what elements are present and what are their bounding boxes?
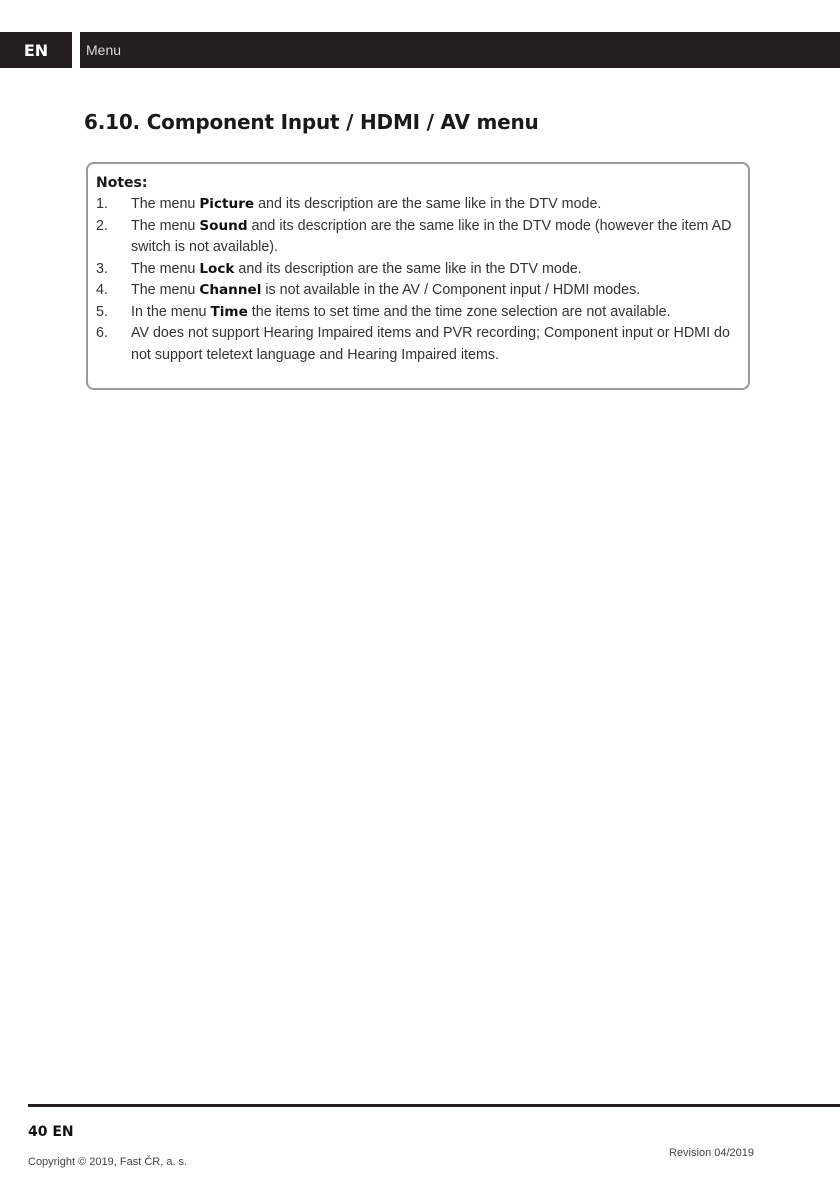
note-text: and its description are the same like in the DTV mode (however the item AD switch is not available). bbox=[131, 217, 732, 255]
note-item bbox=[96, 280, 738, 302]
note-text: The menu bbox=[131, 282, 200, 298]
note-menu-name: Channel bbox=[199, 282, 262, 298]
note-number: 4. bbox=[96, 282, 108, 298]
note-text: The menu bbox=[131, 196, 200, 212]
note-menu-name: Picture bbox=[199, 196, 255, 212]
note-item bbox=[96, 302, 738, 324]
note-item bbox=[96, 216, 738, 259]
copyright-text: Copyright © 2019, Fast ČR, a. s. bbox=[28, 1156, 188, 1168]
note-text: The menu bbox=[131, 217, 200, 234]
note-menu-name: Time bbox=[210, 303, 248, 320]
footer-rule bbox=[28, 1104, 840, 1107]
note-text: In the menu bbox=[131, 303, 211, 320]
page-number: 40 EN bbox=[28, 1124, 74, 1140]
note-number: 2. bbox=[96, 217, 108, 234]
notes-list bbox=[96, 194, 738, 366]
note-text: AV does not support Hearing Impaired items and PVR recording; Component input or HDMI do not support teletext language and Hearing Impaired items. bbox=[131, 325, 730, 363]
note-item bbox=[96, 259, 738, 281]
note-number: 1. bbox=[96, 196, 108, 212]
note-text: and its description are the same like in the DTV mode. bbox=[234, 260, 582, 277]
note-text: the items to set time and the time zone selection are not available. bbox=[247, 303, 671, 320]
note-number: 5. bbox=[96, 303, 108, 320]
note-text: is not available in the AV / Component input / HDMI modes. bbox=[261, 282, 641, 298]
notes-heading: Notes: bbox=[96, 175, 148, 191]
note-text: and its description are the same like in the DTV mode. bbox=[254, 196, 602, 212]
page-title: 6.10. Component Input / HDMI / AV menu bbox=[84, 110, 539, 134]
note-menu-name: Lock bbox=[199, 260, 235, 277]
notes-box bbox=[86, 162, 750, 390]
note-item bbox=[96, 194, 738, 216]
language-tab: EN bbox=[0, 32, 72, 68]
header-divider bbox=[72, 32, 80, 68]
note-item bbox=[96, 323, 738, 366]
note-number: 6. bbox=[96, 325, 108, 341]
note-number: 3. bbox=[96, 260, 108, 277]
revision-text: Revision 04/2019 bbox=[669, 1147, 755, 1159]
section-label: Menu bbox=[86, 42, 122, 58]
note-text: The menu bbox=[131, 260, 200, 277]
header-bar bbox=[0, 32, 840, 68]
note-menu-name: Sound bbox=[199, 217, 248, 234]
